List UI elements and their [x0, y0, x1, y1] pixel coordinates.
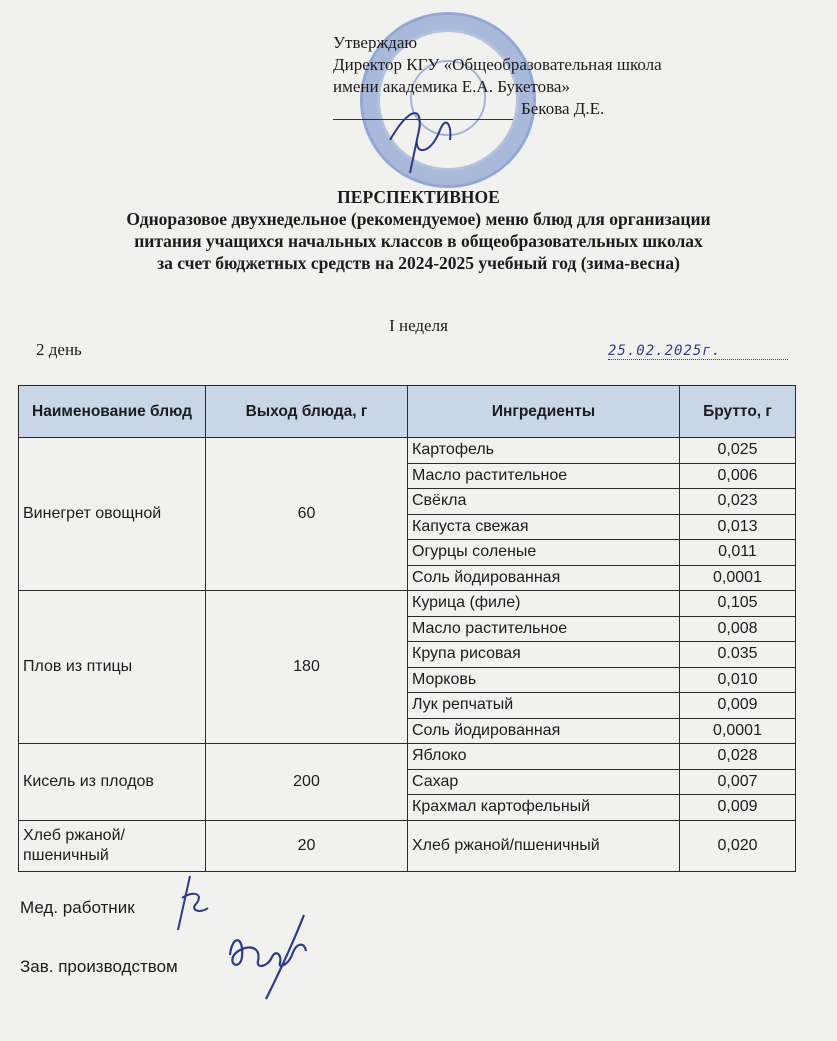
ingredient-name: Курица (филе): [408, 591, 680, 617]
table-row: [19, 744, 796, 770]
header-yield: Выход блюда, г: [206, 386, 408, 438]
title-line-1: ПЕРСПЕКТИВНОЕ: [337, 187, 500, 207]
table-header-row: [19, 386, 796, 438]
ingredient-brutto: 0,0001: [680, 565, 796, 591]
ingredient-name: Свёкла: [408, 489, 680, 515]
signature-line: [333, 103, 513, 120]
dish-yield: 200: [206, 744, 408, 821]
ingredient-brutto: 0,009: [680, 693, 796, 719]
ingredient-brutto: 0,009: [680, 795, 796, 821]
title-line-4: за счет бюджетных средств на 2024-2025 учебный год (зима-весна): [157, 253, 680, 273]
ingredient-name: Масло растительное: [408, 463, 680, 489]
ingredient-name: Масло растительное: [408, 616, 680, 642]
ingredient-name: Морковь: [408, 667, 680, 693]
dish-yield: 180: [206, 591, 408, 744]
approval-heading: Утверждаю: [333, 33, 418, 52]
title-line-3: питания учащихся начальных классов в общеобразовательных школах: [134, 231, 703, 251]
dish-name: Кисель из плодов: [19, 744, 206, 821]
ingredient-name: Соль йодированная: [408, 565, 680, 591]
dish-name: Плов из птицы: [19, 591, 206, 744]
ingredient-brutto: 0,011: [680, 540, 796, 566]
ingredient-name: Крупа рисовая: [408, 642, 680, 668]
ingredient-name: Хлеб ржаной/пшеничный: [408, 820, 680, 871]
handwritten-date: 25.02.2025г.: [608, 343, 788, 360]
ingredient-brutto: 0,006: [680, 463, 796, 489]
dish-name: Винегрет овощной: [19, 438, 206, 591]
approval-block: [333, 32, 662, 120]
production-head-label: Зав. производством: [20, 957, 178, 976]
header-brutto: Брутто, г: [680, 386, 796, 438]
production-head-signature: [222, 895, 332, 1005]
ingredient-name: Яблоко: [408, 744, 680, 770]
medical-worker-signature: [160, 868, 230, 938]
approval-signature-row: [333, 98, 662, 120]
menu-title: [0, 186, 837, 274]
ingredient-brutto: 0,023: [680, 489, 796, 515]
ingredient-name: Крахмал картофельный: [408, 795, 680, 821]
table-row: [19, 820, 796, 871]
ingredient-brutto: 0,008: [680, 616, 796, 642]
approval-school: имени академика Е.А. Букетова»: [333, 77, 570, 96]
ingredient-brutto: 0,020: [680, 820, 796, 871]
dish-yield: 60: [206, 438, 408, 591]
title-line-2: Одноразовое двухнедельное (рекомендуемое) меню блюд для организации: [126, 209, 711, 229]
ingredient-brutto: 0,025: [680, 438, 796, 464]
ingredient-name: Соль йодированная: [408, 718, 680, 744]
ingredient-brutto: 0,010: [680, 667, 796, 693]
week-label: I неделя: [389, 316, 448, 335]
ingredient-brutto: 0,105: [680, 591, 796, 617]
table-row: [19, 591, 796, 617]
dish-yield: 20: [206, 820, 408, 871]
director-name: Бекова Д.Е.: [521, 99, 605, 118]
header-dish-name: Наименование блюд: [19, 386, 206, 438]
menu-table: [18, 385, 796, 872]
ingredient-name: Картофель: [408, 438, 680, 464]
day-label: 2 день: [36, 340, 82, 359]
ingredient-name: Лук репчатый: [408, 693, 680, 719]
ingredient-brutto: 0,0001: [680, 718, 796, 744]
table-row: [19, 438, 796, 464]
header-ingredients: Ингредиенты: [408, 386, 680, 438]
ingredient-name: Огурцы соленые: [408, 540, 680, 566]
ingredient-brutto: 0,013: [680, 514, 796, 540]
ingredient-brutto: 0,007: [680, 769, 796, 795]
ingredient-brutto: 0,028: [680, 744, 796, 770]
ingredient-name: Капуста свежая: [408, 514, 680, 540]
approval-position: Директор КГУ «Общеобразовательная школа: [333, 55, 662, 74]
dish-name: Хлеб ржаной/ пшеничный: [19, 820, 206, 871]
medical-worker-label: Мед. работник: [20, 898, 135, 917]
ingredient-brutto: 0.035: [680, 642, 796, 668]
ingredient-name: Сахар: [408, 769, 680, 795]
